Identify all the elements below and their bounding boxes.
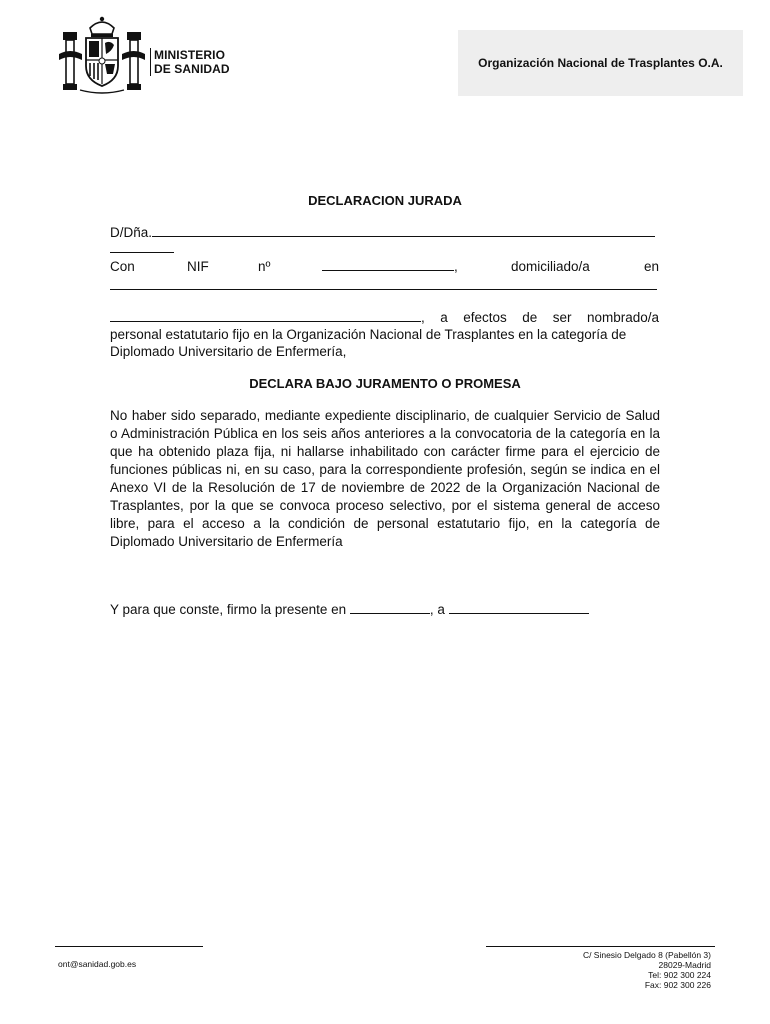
document-title: DECLARACION JURADA	[308, 193, 462, 208]
dona-line	[110, 225, 655, 240]
footer-rule-left	[55, 946, 203, 947]
address-blank[interactable]	[110, 278, 657, 290]
organization-name: Organización Nacional de Trasplantes O.A.	[478, 56, 723, 70]
nif-blank[interactable]	[322, 259, 454, 271]
address-continuation-line	[110, 310, 659, 325]
declaration-body: No haber sido separado, mediante expediente disciplinario, de cualquier Servicio de Salud o Administración Pública en los seis años anteriores a la convocatoria de la categoría en la que ha obtenido plaza fija, ni hallarse inhabilitado con carácter firme para el ejercicio de funciones públicas ni, en su caso, para la correspondiente profesión, según se indica en el Anexo VI de la Resolución de 17 de noviembre de 2022 de la Organización Nacional de Trasplantes, por la que se convoca proceso selectivo, por el sistema general de acceso libre, para el acceso a la condición de personal estatutario fijo, en la categoría de Diplomado Universitario de Enfermería	[110, 408, 660, 549]
footer-address	[583, 950, 711, 990]
domiciliado-label: domiciliado/a	[511, 259, 590, 274]
date-blank[interactable]	[449, 602, 589, 614]
ministry-line-2: DE SANIDAD	[154, 62, 230, 76]
nif-label: NIF	[187, 259, 209, 274]
declara-heading: DECLARA BAJO JURAMENTO O PROMESA	[249, 376, 521, 391]
name-blank-overflow[interactable]	[110, 241, 174, 253]
name-blank-continuation	[110, 241, 174, 256]
nif-comma: ,	[454, 259, 458, 274]
dona-label: D/Dña.	[110, 225, 153, 240]
intro-line-2: personal estatutario fijo en la Organización Nacional de Trasplantes en la categoría de	[110, 327, 627, 342]
footer-fax: Fax: 902 300 226	[644, 980, 711, 990]
address-blank-2[interactable]	[110, 310, 421, 322]
coat-of-arms-logo	[56, 14, 148, 96]
closing-a: , a	[429, 602, 445, 617]
footer-address-line-1: C/ Sinesio Delgado 8 (Pabellón 3)	[582, 950, 711, 960]
con-label: Con	[110, 259, 135, 274]
closing-text: Y para que conste, firmo la presente en	[110, 602, 347, 617]
en-label: en	[644, 259, 660, 274]
closing-line	[110, 602, 589, 617]
footer-address-line-2: 28029-Madrid	[658, 960, 711, 970]
footer-tel: Tel: 902 300 224	[648, 970, 711, 980]
footer-email: ont@sanidad.gob.es	[58, 959, 137, 969]
place-blank[interactable]	[350, 602, 430, 614]
name-blank[interactable]	[152, 225, 655, 237]
number-label: nº	[258, 259, 271, 274]
ministry-line-1: MINISTERIO	[154, 48, 226, 62]
intro-line-3: Diplomado Universitario de Enfermería,	[110, 344, 347, 359]
nif-field	[322, 259, 458, 274]
ministry-name	[150, 48, 230, 76]
intro-rest: , a efectos de ser nombrado/a	[421, 310, 659, 325]
address-line	[110, 278, 657, 293]
organization-header-box	[458, 30, 743, 96]
footer-rule-right	[486, 946, 715, 947]
